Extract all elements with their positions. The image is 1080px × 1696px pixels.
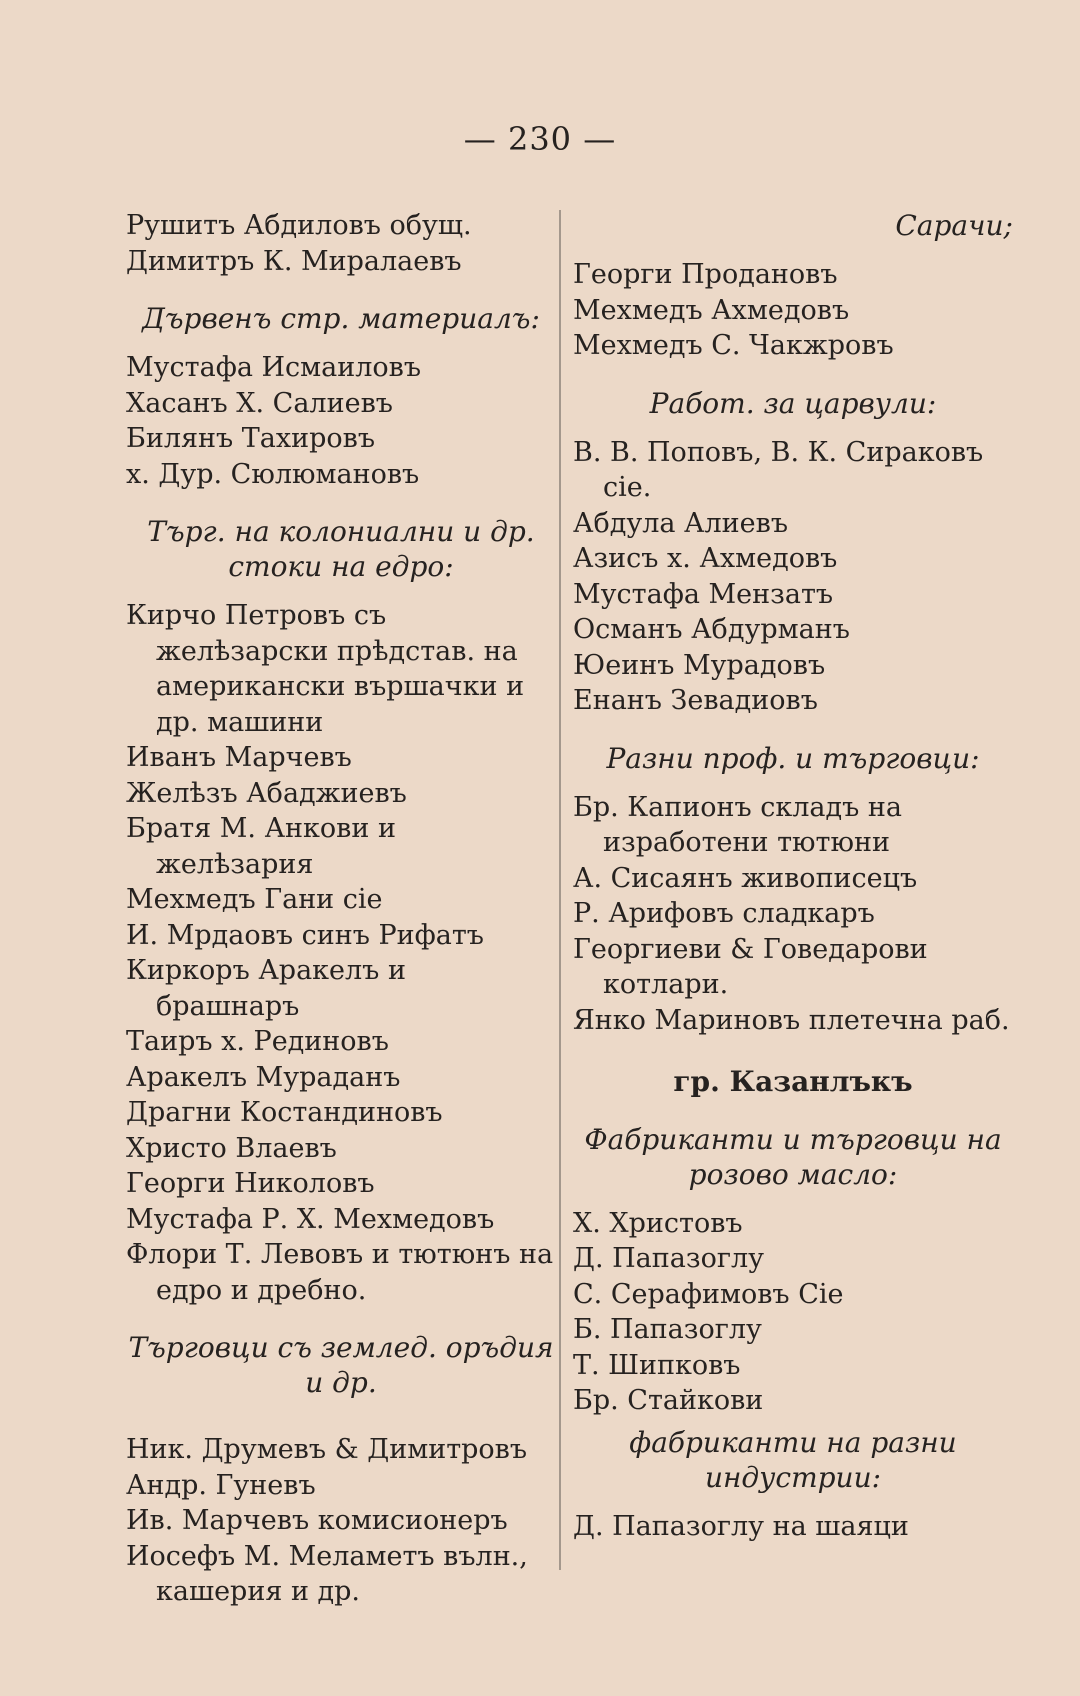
- list-item: Хасанъ Х. Салиевъ: [126, 387, 393, 419]
- list-item: Абдула Алиевъ: [573, 507, 788, 539]
- list-item: Иванъ Марчевъ: [126, 742, 352, 773]
- section-heading: Сарачи;: [895, 209, 1013, 242]
- city-heading: гр. Казанлъкъ: [673, 1065, 913, 1098]
- list-item: Османъ Абдурманъ: [573, 614, 850, 645]
- list-item: Мехмедъ Гани сiе: [126, 884, 383, 915]
- list-item: А. Сисаянъ живописецъ: [573, 862, 918, 894]
- list-item: Киркоръ Аракелъ и брашнаръ: [126, 955, 406, 1022]
- list-item: Б. Папазоглу: [573, 1314, 762, 1345]
- left-column: [126, 208, 556, 1610]
- section-heading: Търг. на колониални и др. стоки на едро:: [147, 515, 535, 583]
- section-heading: Фабриканти и търговци на розово масло:: [584, 1122, 1002, 1191]
- list-item: Т. Шипковъ: [573, 1349, 741, 1381]
- list-item: Р. Арифовъ сладкаръ: [573, 898, 875, 929]
- section-heading: Дървенъ стр. материалъ:: [142, 302, 540, 335]
- list-item: Ив. Марчевъ комисионеръ: [126, 1505, 508, 1536]
- list-item: Мехмедъ Ахмедовъ: [573, 294, 850, 326]
- list-item: Билянъ Тахировъ: [126, 423, 376, 454]
- list-item: Христо Влаевъ: [126, 1132, 337, 1164]
- list-item: Андр. Гуневъ: [126, 1469, 316, 1501]
- list-item: х. Дур. Сюлюмановъ: [126, 458, 420, 490]
- list-item: Георги Продановъ: [573, 259, 838, 290]
- list-item: Мехмедъ С. Чакжровъ: [573, 330, 894, 361]
- section-heading: фабриканти на разни индустрии:: [629, 1425, 957, 1494]
- list-item: Мустафа Исмаиловъ: [126, 352, 422, 383]
- list-item: Янко Мариновъ плетечна раб.: [573, 1004, 1010, 1036]
- list-item: Братя М. Анкови и желѣзария: [126, 813, 396, 880]
- column-divider: [559, 210, 561, 1570]
- list-item: Аракелъ Мураданъ: [126, 1061, 401, 1093]
- list-item: Бр. Стайкови: [573, 1385, 764, 1416]
- spacer: [126, 1414, 556, 1432]
- list-item: Желѣзъ Абаджиевъ: [126, 777, 407, 809]
- list-item: Азисъ х. Ахмедовъ: [573, 543, 838, 574]
- list-item: С. Серафимовъ Сiе: [573, 1278, 844, 1310]
- list-item: Бр. Капионъ складъ на изработени тютюни: [573, 791, 903, 858]
- list-item: Таиръ х. Рединовъ: [126, 1026, 389, 1057]
- list-item: Димитръ К. Миралаевъ: [126, 245, 462, 277]
- list-item: Георгиеви & Говедарови котлари.: [573, 933, 928, 1000]
- list-item: Мустафа Мензатъ: [573, 578, 834, 610]
- list-item: В. В. Поповъ, В. К. Сираковъ сiе.: [573, 436, 984, 503]
- section-heading: Търговци съ землед. оръдия и др.: [128, 1331, 554, 1399]
- list-item: Ник. Друмевъ & Димитровъ: [126, 1434, 528, 1465]
- list-item: Д. Папазоглу на шаяци: [573, 1510, 909, 1542]
- section-heading: Работ. за царвули:: [649, 386, 937, 420]
- page-number: — 230 —: [463, 120, 617, 158]
- list-item: Георги Николовъ: [126, 1168, 375, 1199]
- list-item: Мустафа Р. Х. Мехмедовъ: [126, 1203, 495, 1235]
- list-item: Драгни Костандиновъ: [126, 1097, 443, 1128]
- list-item: И. Мрдаовъ синъ Рифатъ: [126, 919, 484, 951]
- list-item: Иосефъ М. Меламетъ вълн., кашерия и др.: [126, 1540, 528, 1607]
- list-item: Х. Христовъ: [573, 1207, 743, 1239]
- list-item: Флори Т. Левовъ и тютюнъ на едро и дребно.: [126, 1239, 554, 1306]
- right-column: [573, 208, 1013, 1544]
- list-item: Енанъ Зевадиовъ: [573, 685, 818, 716]
- list-item: Юеинъ Мурадовъ: [573, 649, 826, 681]
- list-item: Рушитъ Абдиловъ обущ.: [126, 210, 472, 241]
- section-heading: Разни проф. и търговци:: [606, 741, 980, 775]
- list-item: Кирчо Петровъ съ желѣзарски прѣдстав. на американски вършачки и др. машини: [126, 600, 525, 738]
- list-item: Д. Папазоглу: [573, 1243, 765, 1274]
